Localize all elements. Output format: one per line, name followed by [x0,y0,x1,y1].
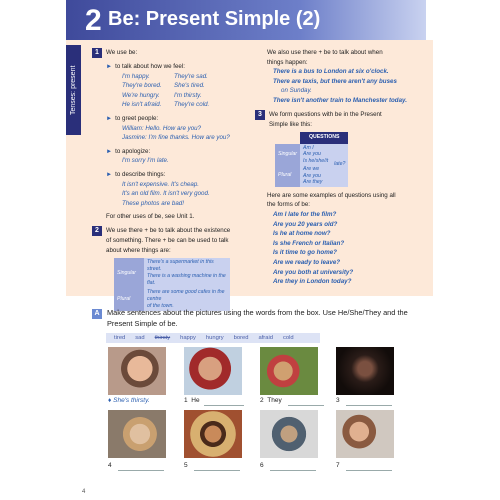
feel-example: He isn't afraid. [122,101,162,109]
answer-line[interactable] [288,405,324,406]
word-box-item: afraid [258,335,273,341]
more-intro: Here are some examples of questions using all [267,191,396,199]
item-number: 5 [184,462,188,469]
item-number: 3 [336,397,340,404]
item-number: 4 [108,462,112,469]
picture-sad-people [260,410,318,458]
feel-example: They're sad. [174,72,208,80]
other-uses-note: For other uses of be, see Unit 1. [106,213,195,221]
question-example: Are you both at university? [273,268,354,276]
there-example: on Sunday. [281,87,312,95]
item-7 [336,462,340,469]
bullet-icon: ► [106,114,113,122]
item-6 [260,462,264,469]
feel-example: I'm thirsty. [174,91,202,99]
question-example: Is it time to go home? [273,249,337,257]
item-3 [336,397,340,404]
word-box-item: bored [233,335,249,341]
question-example: Are you 20 years old? [273,220,338,228]
exercise-badge: A [92,309,102,319]
section-3-text: We form questions with be in the Present [269,110,382,118]
describe-example: These photos are bad! [122,199,184,207]
picture-thirsty-girl [108,347,166,395]
word-box-item-used: thirsty [154,335,171,341]
item-4 [108,462,112,469]
section-3-text: Simple like this: [269,120,312,128]
feel-example: We're hungry. [122,91,160,99]
table-cell: of the town. [147,303,174,310]
section-2-text: of something. There + be can be used to talk [106,236,229,244]
item-prompt: He [191,397,200,404]
answer-line[interactable] [270,470,316,471]
there-be-table [114,258,230,311]
right-intro: We also use there + be to talk about when [267,49,383,56]
greet-example: Jasmine: I'm fine thanks. How are you? [122,134,230,142]
chapter-title: Be: Present Simple (2) [108,8,321,30]
answer-line[interactable] [346,405,392,406]
bullet-icon: ► [106,170,113,178]
answer-line[interactable] [118,470,164,471]
word-box [106,333,320,343]
greet-title: to greet people: [115,114,159,122]
apologize-title: to apologize: [115,147,151,155]
item-number: 7 [336,462,340,469]
question-example: Am I late for the film? [273,210,337,218]
instruction-line: Make sentences about the pictures using the words from the box. Use He/She/They and the [107,308,408,317]
picture-happy-children [260,347,318,395]
question-form: Are you [303,172,321,179]
plural-label: Plural [275,165,300,187]
question-form: Are we [303,166,320,173]
picture-cold-boy [184,347,242,395]
word-box-item: cold [282,335,294,341]
describe-example: It isn't expensive. It's cheap. [122,180,199,188]
bullet-icon: ► [106,147,113,155]
question-example: Are we ready to leave? [273,258,341,266]
picture-bored-girl [108,410,166,458]
bullet-icon: ► [106,63,113,70]
chapter-number: 2 [85,4,102,37]
exercise-instruction [92,308,422,329]
picture-tired-woman [336,410,394,458]
instruction-line: Present Simple of be. [107,319,178,328]
item-example: ♦ She's thirsty. [108,397,150,404]
feel-example: They're bored. [122,82,162,90]
word-box-item: hungry [205,335,224,341]
singular-label: Singular [275,144,300,166]
describe-example: It's an old film. It isn't very good. [122,190,210,198]
word-box-item: sad [135,335,145,341]
table-label: Plural [114,288,144,311]
item-number: 2 [260,397,264,404]
answer-line[interactable] [204,405,244,406]
grammar-left-column [92,48,257,314]
side-tab: Tenses: present [66,45,81,135]
question-example: Are they in London today? [273,278,352,286]
item-2 [260,397,282,404]
table-cell: There is a washing machine in the flat. [147,273,226,287]
picture-hungry-boy [184,410,242,458]
questions-table [275,132,348,187]
section-2-text: We use there + be to talk about the existence [106,226,231,234]
answer-line[interactable] [346,470,392,471]
page-number: 4 [82,489,86,495]
question-form: Is he/she/it [303,157,329,164]
section-1-badge: 1 [92,48,102,58]
section-1-intro: We use be: [106,49,138,56]
greet-example: William: Hello. How are you? [122,124,202,132]
question-end: late? [331,144,348,187]
section-2-text: about where things are: [106,246,171,254]
feel-example: I'm happy. [122,72,150,80]
item-number: 6 [260,462,264,469]
question-example: Is he at home now? [273,230,331,238]
question-example: Is she French or Italian? [273,239,345,247]
question-form: Are you [303,151,321,158]
picture-afraid-people [336,347,394,395]
item-prompt: They [267,397,282,404]
grammar-right-column [255,48,430,287]
feel-example: She's tired. [174,82,205,90]
answer-line[interactable] [194,470,240,471]
question-form: Are they [303,179,323,186]
section-2-badge: 2 [92,226,102,236]
apologize-example: I'm sorry I'm late. [122,157,169,165]
section-3-badge: 3 [255,110,265,120]
question-form: Am I [303,144,314,151]
example-answer: She's thirsty. [113,397,150,404]
table-cell: There's a supermarket in this street. [147,259,214,273]
more-intro: the forms of be: [267,201,310,209]
item-number: 1 [184,397,188,404]
item-5 [184,462,188,469]
right-intro: things happen: [267,58,308,66]
questions-header: QUESTIONS [300,132,348,144]
word-box-item: tired [114,335,126,341]
there-example: There isn't another train to Manchester today. [273,96,407,104]
there-example: There is a bus to London at six o'clock. [273,68,389,76]
word-box-item: happy [180,335,196,341]
feel-example: They're cold. [174,101,210,109]
table-label: Singular [114,258,144,288]
describe-title: to describe things: [115,170,166,178]
feel-title: to talk about how we feel: [115,63,185,70]
table-cell: There are some good cafes in the centre [147,289,225,303]
item-1 [184,397,200,404]
there-example: There are taxis, but there aren't any buses [273,77,397,85]
